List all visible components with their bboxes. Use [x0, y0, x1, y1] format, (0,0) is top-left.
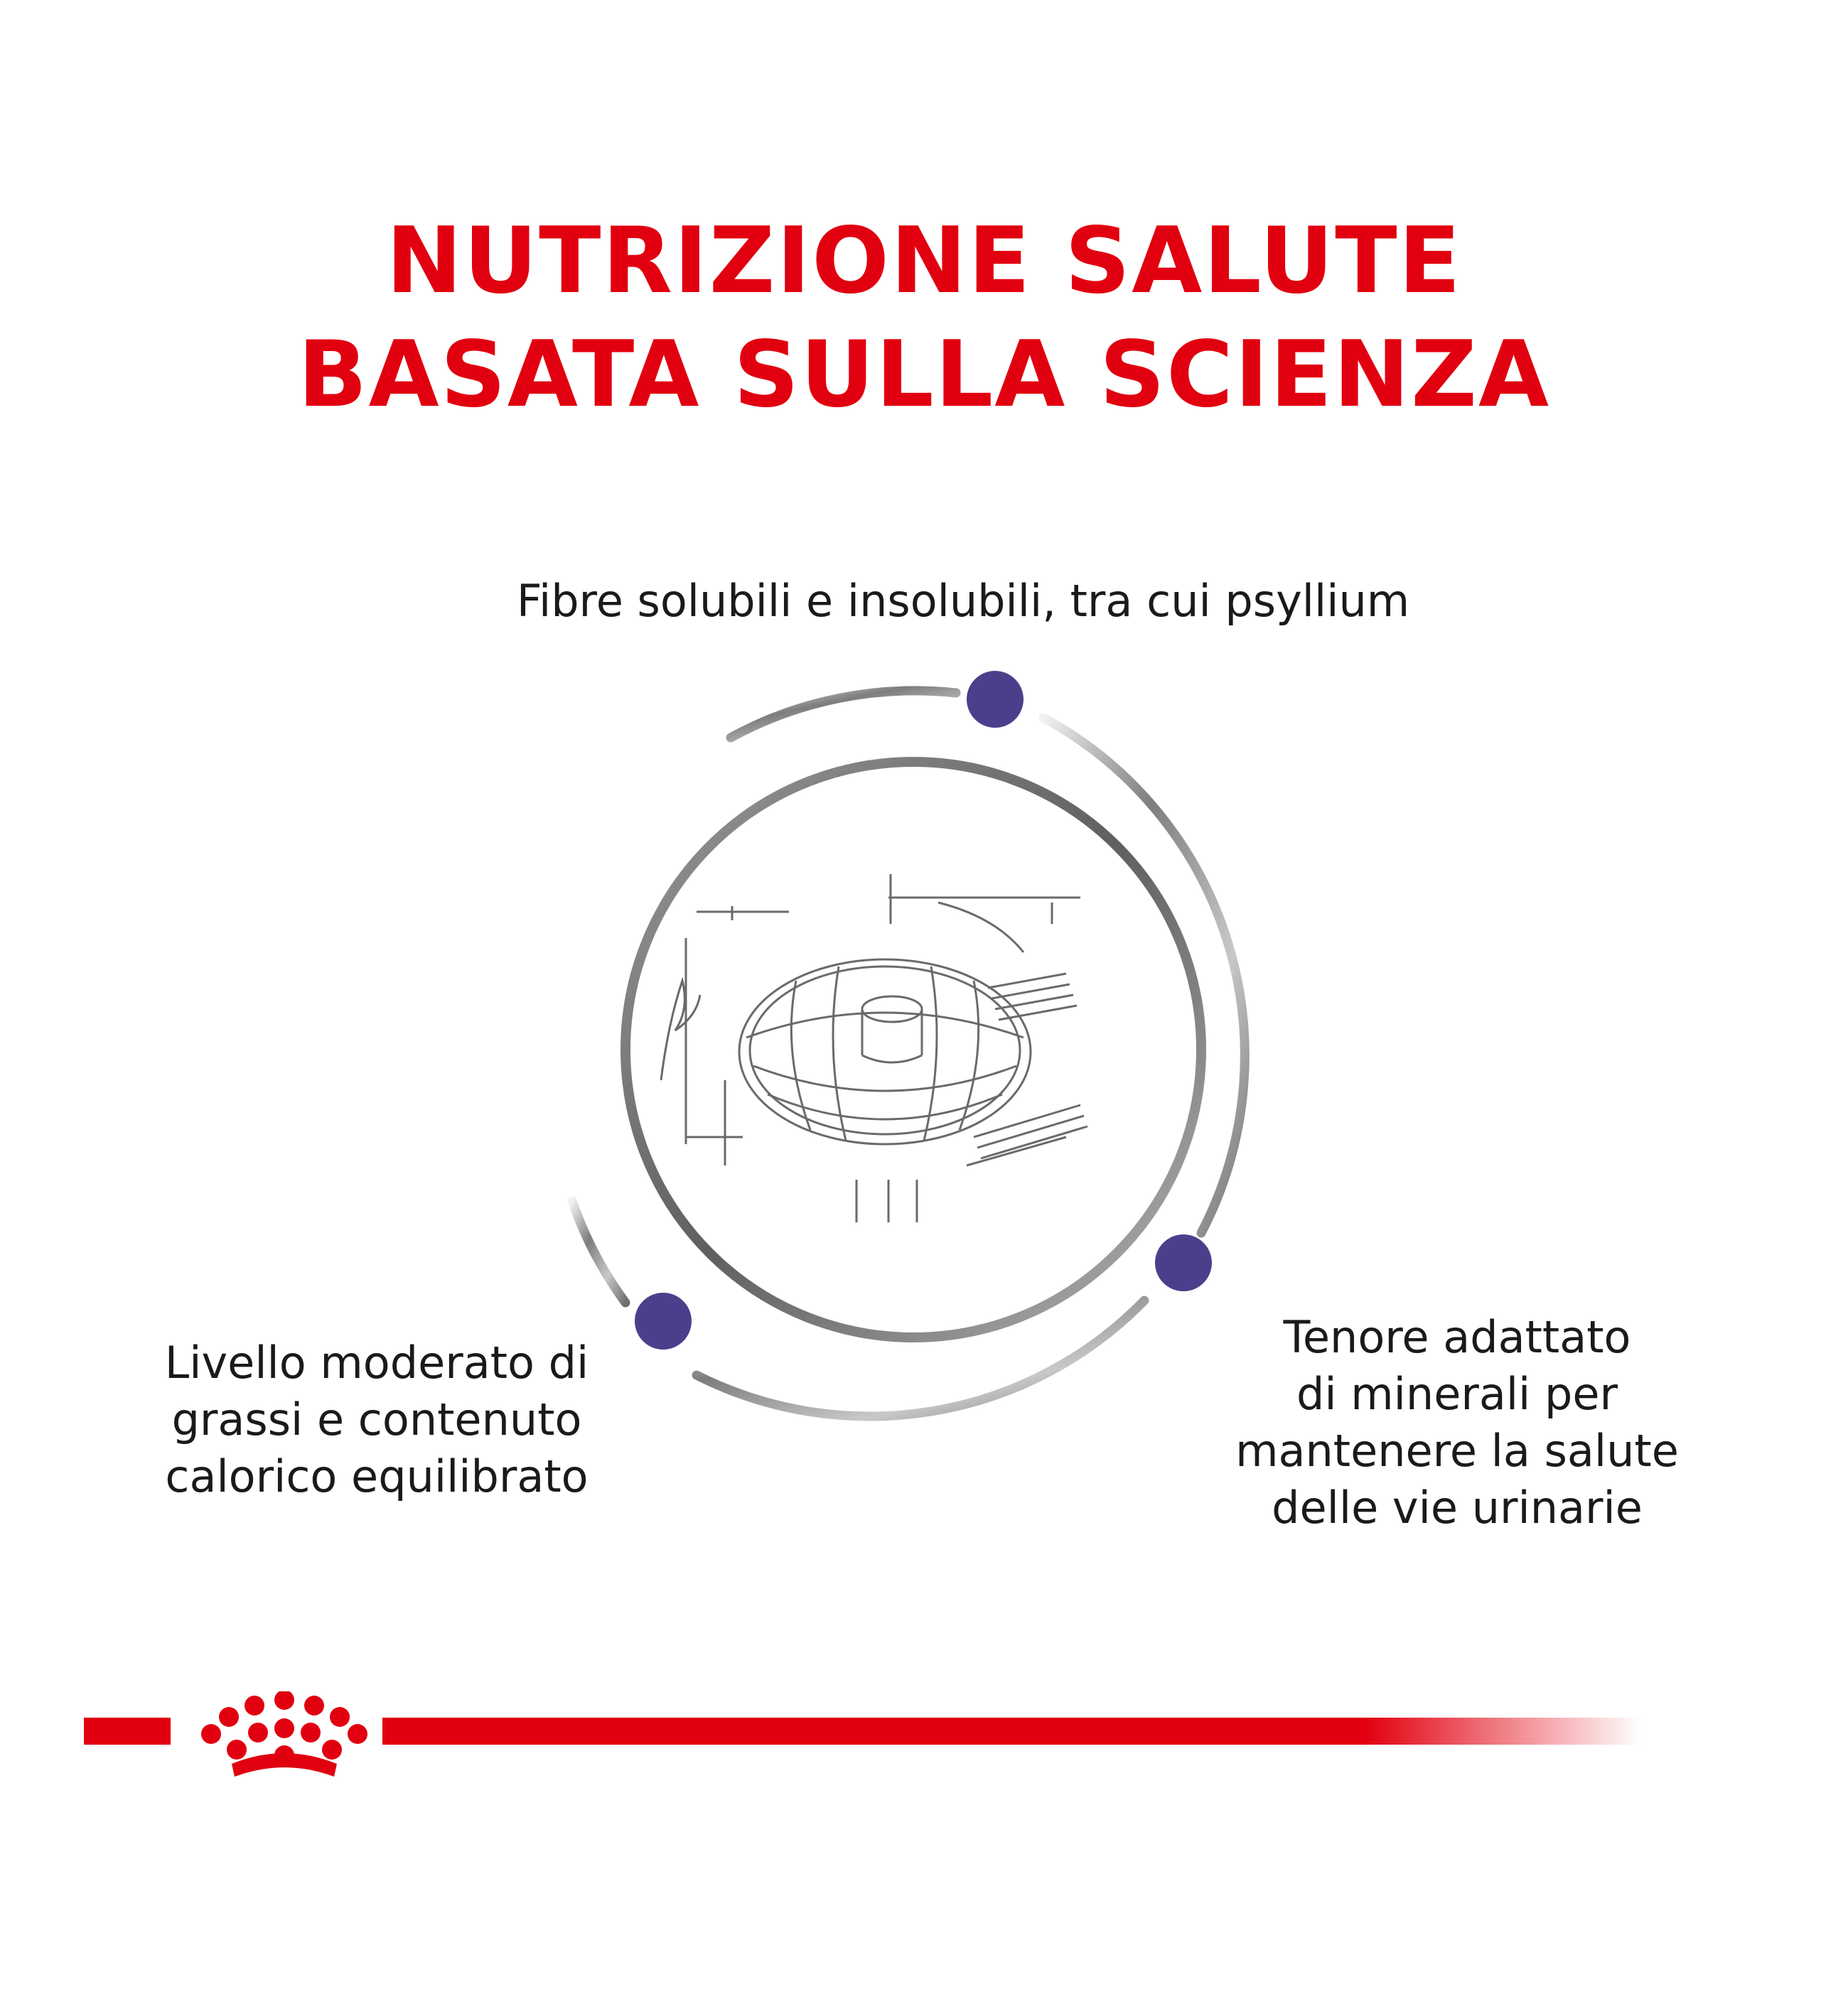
- benefit-minerals-line-3: mantenere la salute: [1235, 1425, 1679, 1477]
- benefit-minerals-line-4: delle vie urinarie: [1272, 1482, 1643, 1534]
- benefit-fat: [128, 1335, 625, 1505]
- outer-arc-right: [1043, 718, 1245, 1233]
- marker-dot-top: [967, 671, 1024, 728]
- benefit-fat-line-3: calorico equilibrato: [165, 1450, 589, 1502]
- benefit-fat-line-2: grassi e contenuto: [171, 1394, 582, 1445]
- kibble-sketch-icon: [661, 874, 1087, 1222]
- outer-arc-bottom-right: [697, 1301, 1144, 1416]
- marker-dot-left: [635, 1293, 692, 1350]
- benefit-minerals-line-2: di minerali per: [1296, 1368, 1618, 1420]
- outer-arc-bottom-left: [572, 1201, 625, 1303]
- crown-logo-icon: [201, 1691, 367, 1777]
- brand-bar-right: [382, 1718, 1642, 1745]
- title-line-1: NUTRIZIONE SALUTE: [386, 208, 1462, 314]
- brand-bar-left: [84, 1718, 171, 1745]
- marker-dot-right: [1155, 1234, 1212, 1291]
- inner-ring: [625, 762, 1201, 1337]
- brand-footer-bar: [0, 1691, 1848, 1819]
- benefit-minerals: [1194, 1309, 1720, 1536]
- benefit-fibre-line-1: Fibre solubili e insolubili, tra cui psyllium: [516, 575, 1410, 627]
- benefit-fat-line-1: Livello moderato di: [164, 1337, 589, 1389]
- title-line-2: BASATA SULLA SCIENZA: [298, 322, 1550, 428]
- outer-arc-top: [731, 691, 956, 738]
- benefit-minerals-line-1: Tenore adattato: [1283, 1311, 1631, 1363]
- benefit-fibre: [0, 573, 1848, 630]
